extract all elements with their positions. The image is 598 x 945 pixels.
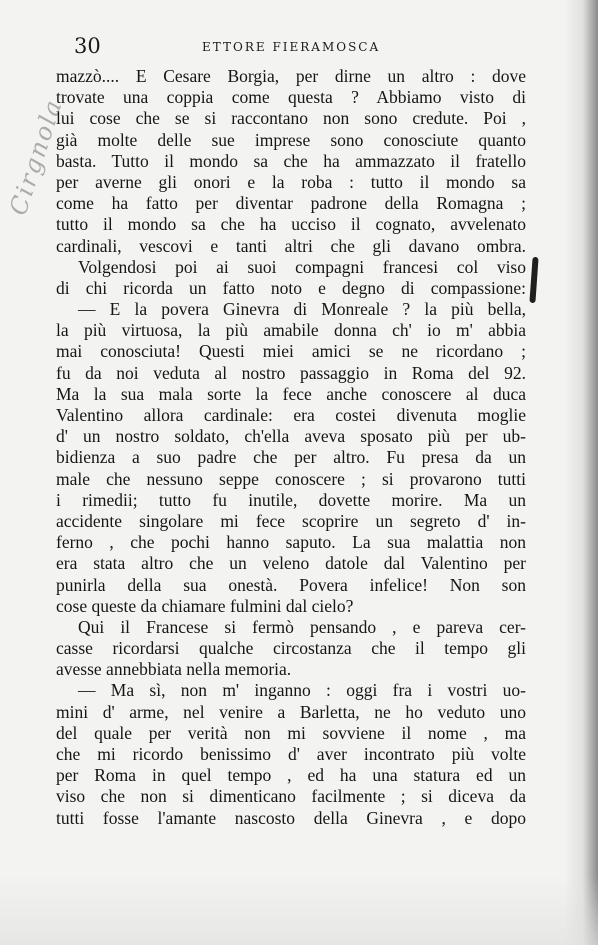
text-line: mazzò.... E Cesare Borgia, per dirne un altro : dove: [56, 66, 526, 86]
text-line: per Roma in quel tempo , ed ha una statura ed un: [56, 765, 526, 786]
text-line: Ma la sua mala sorte la fece anche conoscere al duca: [56, 383, 526, 404]
text-line: — Ma sì, non m' inganno : oggi fra i vostri uo-: [78, 680, 526, 701]
text-line: Valentino allora cardinale: era costei divenuta moglie: [56, 405, 526, 425]
text-line: fu da noi veduta al nostro passaggio in Roma del 92.: [56, 362, 526, 383]
text-line: già molte delle sue imprese sono conosciute quanto: [56, 129, 526, 150]
text-line: accidente singolare mi fece scoprire un segreto d' in-: [56, 510, 526, 531]
text-line: viso che non si dimenticano facilmente ; si diceva da: [56, 786, 526, 807]
text-line: tutti fosse l'amante nascosto della Ginevra , e dopo: [56, 807, 526, 828]
text-line: di chi ricorda un fatto noto e degno di compassione:: [56, 277, 526, 298]
margin-ink-mark: [529, 257, 538, 303]
page-bottom-shade: [0, 875, 598, 945]
text-line: bidienza a suo padre che per altro. Fu presa da un: [56, 447, 526, 468]
text-line: per averne gli onori e la roba : tutto il mondo sa: [56, 171, 526, 192]
page-edge-shadow: [564, 0, 598, 945]
text-line: mai conosciuta! Questi miei amici se ne ricordano ;: [56, 341, 526, 362]
body-text: [56, 66, 526, 829]
text-line: cose queste da chiamare fulmini dal cielo?: [56, 595, 354, 616]
text-line: casse ricordarsi qualche circostanza che il tempo gli: [56, 638, 526, 659]
text-line: mini d' arme, nel venire a Barletta, ne ho veduto uno: [56, 701, 526, 722]
text-line: lui cose che se si raccontano non sono credute. Poi ,: [56, 108, 526, 129]
text-line: avesse annebbiata nella memoria.: [56, 659, 292, 680]
text-line: era stata altro che un veleno datole dal Valentino per: [56, 553, 526, 574]
text-line: Volgendosi poi ai suoi compagni francesi col viso: [78, 256, 526, 277]
text-line: che mi ricordo benissimo d' aver incontrato più volte: [56, 744, 526, 764]
text-line: la più virtuosa, la più amabile donna ch' io m' abbia: [56, 320, 526, 341]
page-header: [58, 34, 528, 60]
text-line: male che nessuno seppe conoscere ; si provarono tutti: [56, 468, 526, 489]
text-line: tutto il mondo sa che ha ucciso il cognato, avvelenato: [56, 214, 526, 235]
text-line: punirla della sua onestà. Povera infelice! Non son: [56, 574, 526, 595]
text-line: trovate una coppia come questa ? Abbiamo visto di: [56, 87, 526, 108]
text-line: del quale per verità non mi sovviene il nome , ma: [56, 722, 526, 743]
running-title: ETTORE FIERAMOSCA: [202, 40, 381, 54]
text-line: i rimedii; tutto fu inutile, dovette morire. Ma un: [56, 489, 526, 510]
text-line: Qui il Francese si fermò pensando , e pareva cer-: [78, 616, 526, 637]
text-line: d' un nostro soldato, ch'ella aveva sposato più per ub-: [56, 426, 526, 447]
text-line: ferno , che pochi hanno saputo. La sua malattia non: [56, 532, 526, 553]
text-line: cardinali, vescovi e tanti altri che gli davano ombra.: [56, 235, 526, 256]
text-line: — E la povera Ginevra di Monreale ? la più bella,: [78, 299, 526, 320]
page-number: 30: [74, 34, 101, 58]
text-line: come ha fatto per diventar padrone della Romagna ;: [56, 193, 526, 214]
handwritten-margin-note: Cirgnola: [4, 95, 68, 219]
text-line: basta. Tutto il mondo sa che ha ammazzato il fratello: [56, 150, 526, 171]
